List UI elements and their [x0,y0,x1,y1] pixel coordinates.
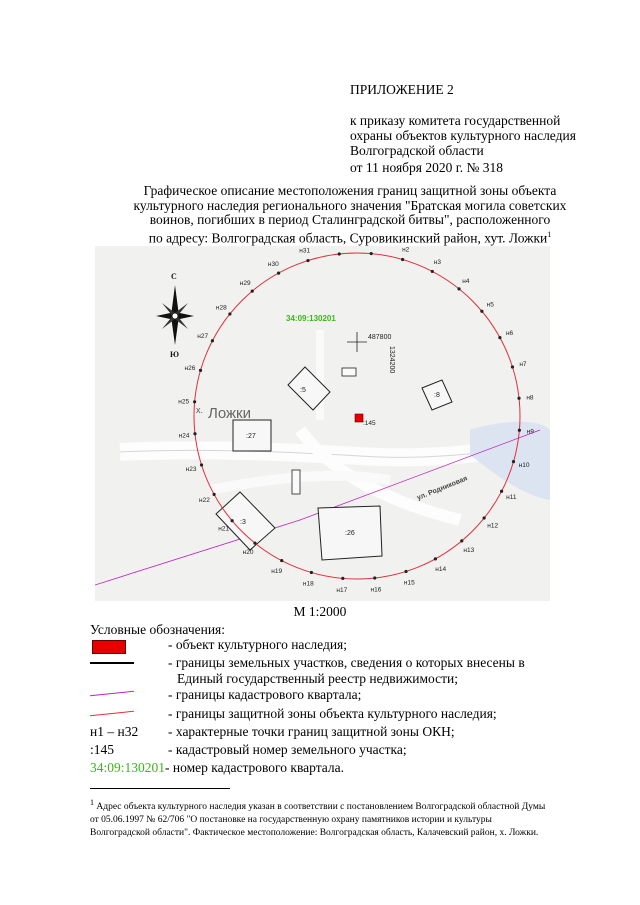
boundary-point [212,493,215,496]
boundary-point [480,310,483,313]
footnote-line: Волгоградской области". Фактическое местоположение: Волгоградская область, Калачевский район, х. Ложки. [90,828,539,839]
building [292,470,300,494]
title-line: культурного наследия регионального значения "Братская могила советских [133,197,567,213]
quarter-number-label: 34:09:130201 [286,314,336,323]
parcel-label: :145 [363,420,376,427]
boundary-point-label: н6 [505,329,514,337]
boundary-point-label: н12 [487,522,499,530]
boundary-point [373,576,376,579]
legend-text: - характерные точки границ защитной зоны ОКН; [168,724,455,739]
cadastral-map [95,246,550,601]
boundary-point-label: н15 [403,579,415,587]
footnote-ref: 1 [547,229,552,239]
boundary-point [341,577,344,580]
coord-x-label: 487800 [368,334,392,341]
parcel-label: :5 [300,387,306,394]
map-svg [95,246,550,601]
boundary-point-label: н2 [402,246,410,254]
legend-text: Единый государственный реестр недвижимости; [177,671,458,686]
boundary-point-label: н27 [197,333,209,341]
legend-text: - границы земельных участков, сведения о которых внесены в [168,655,525,670]
boundary-point [483,516,486,519]
legend-quarter-line [90,691,134,697]
boundary-point [500,490,503,493]
footnote-separator [90,788,230,789]
appendix-title: ПРИЛОЖЕНИЕ 2 [350,82,454,97]
footnote-text: Адрес объекта культурного наследия указан в соответствии с постановлением Волгоградской областной Думы [96,802,546,813]
document-title [60,184,640,246]
boundary-point [511,365,514,368]
boundary-point [498,336,501,339]
boundary-point-label: н18 [302,580,314,588]
boundary-point [404,570,407,573]
legend-points-symbol: н1 – н32 [90,724,139,739]
boundary-point [199,369,202,372]
boundary-point-label: н26 [184,364,196,372]
order-reference [350,113,576,158]
boundary-point [310,571,313,574]
boundary-point-label: н31 [299,247,311,255]
footnote-line [90,796,600,814]
boundary-point-label: н24 [178,432,190,440]
boundary-point-label: н25 [178,398,190,406]
legend-parcel-symbol: :145 [90,742,115,757]
legend-quarter-symbol: 34:09:130201 [90,760,166,775]
footnote-mark: 1 [90,798,94,807]
order-line: к приказу комитета государственной [350,113,561,128]
boundary-point-label: н28 [215,304,227,312]
legend-zone-line [90,711,134,717]
boundary-point-label: н19 [271,567,283,575]
heritage-object-marker [355,414,363,422]
boundary-point-label: н16 [370,586,382,594]
parcel-label: :27 [246,433,256,440]
title-line [60,228,640,246]
boundary-point [512,460,515,463]
title-line: воинов, погибших в период Сталинградской битвы", расположенного [149,212,551,227]
compass-south-label: Ю [170,350,180,359]
boundary-point-label: н14 [435,566,447,574]
legend-text: - кадастровый номер земельного участка; [168,742,407,757]
title-line-text: по адресу: Волгоградская область, Суровикинский район, хут. Ложки [148,230,548,245]
boundary-point [193,400,196,403]
title-line: Графическое описание местоположения границ защитной зоны объекта [143,183,557,198]
boundary-point [193,432,196,435]
boundary-point [431,270,434,273]
legend-text: - объект культурного наследия; [168,637,348,652]
legend-quarter-row [90,760,344,775]
village-name: Ложки [208,405,251,422]
boundary-point-label [333,246,344,248]
boundary-point [517,397,520,400]
boundary-point-label: н22 [199,497,210,505]
order-date: от 11 ноября 2020 г. № 318 [350,160,503,175]
boundary-point-label: н11 [506,493,517,501]
boundary-point [306,259,309,262]
boundary-point [434,557,437,560]
boundary-point [228,312,231,315]
boundary-point-label: н30 [267,260,279,268]
boundary-point [518,429,521,432]
parcel-label: :8 [434,392,440,399]
legend-heading: Условные обозначения: [90,622,226,637]
boundary-point-label: н17 [336,586,348,594]
boundary-point-label: н5 [486,301,494,309]
legend [90,637,640,777]
coord-y-label: 1324200 [388,346,395,374]
boundary-point [277,271,280,274]
legend-text: - номер кадастрового квартала. [165,760,344,775]
boundary-point [401,258,404,261]
footnote-line: от 05.06.1997 № 62/706 "О постановке на государственную охрану памятников истории и культуры [90,815,492,826]
parcel-label: :26 [345,530,355,537]
boundary-point-label: н4 [462,277,470,285]
boundary-point [251,290,254,293]
compass-north-label: С [171,272,177,281]
boundary-point-label [369,246,377,247]
legend-object-swatch [92,640,126,654]
boundary-point [280,559,283,562]
village-prefix: х. [196,405,204,415]
boundary-point-label: н3 [433,259,441,267]
boundary-point-label: н13 [463,546,475,554]
order-line: охраны объектов культурного наследия [350,128,576,143]
boundary-point [460,539,463,542]
legend-parcel-line [90,662,134,664]
legend-text: - границы защитной зоны объекта культурного наследия; [168,706,497,721]
boundary-point-label: н29 [239,280,251,288]
boundary-point [211,339,214,342]
boundary-point [370,252,373,255]
boundary-point-label: н23 [185,465,197,473]
parcel-label: :3 [240,519,246,526]
footnote [90,796,600,840]
boundary-point [253,542,256,545]
legend-text: - границы кадастрового квартала; [168,687,362,702]
boundary-point [338,252,341,255]
boundary-point-label: н10 [518,462,530,470]
boundary-point-label: н8 [526,394,534,402]
boundary-point-label: н9 [526,428,534,436]
map-scale: М 1:2000 [293,604,347,619]
street-name: ул. Родниковая [416,475,469,502]
boundary-point [457,287,460,290]
order-line: Волгоградской области [350,143,484,158]
boundary-point-label: н21 [218,525,230,533]
boundary-point-label: н20 [242,549,254,557]
boundary-point-label: н7 [519,361,527,369]
building [342,368,356,376]
boundary-point [200,463,203,466]
boundary-point [231,519,234,522]
